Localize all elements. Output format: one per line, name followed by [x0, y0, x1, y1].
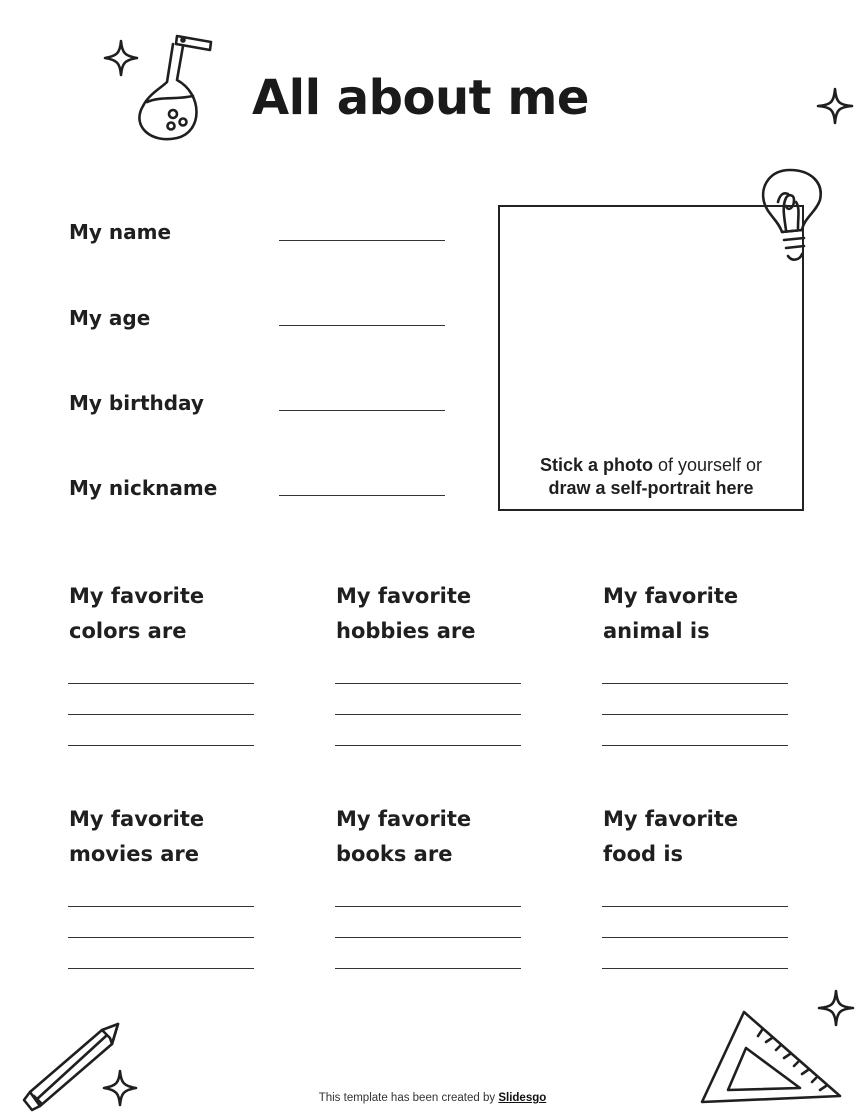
- favorite-colors-block: [69, 579, 204, 649]
- favorite-hobbies-line1: My favorite: [336, 584, 472, 608]
- favorite-food-line1: My favorite: [603, 807, 739, 831]
- favorite-movies-blank-2: [68, 937, 254, 938]
- set-square-icon: [700, 1008, 842, 1104]
- favorite-animal-blank-3: [602, 745, 788, 746]
- favorite-books-block: [336, 802, 471, 872]
- favorite-movies-block: [69, 802, 204, 872]
- photo-caption-line2: draw a self-portrait here: [548, 478, 754, 498]
- favorite-hobbies-blank-3: [335, 745, 521, 746]
- age-label: My age: [69, 306, 151, 330]
- favorite-movies-blank-3: [68, 968, 254, 969]
- flask-icon: [133, 30, 219, 148]
- name-blank-line: [279, 240, 445, 241]
- favorite-hobbies-blank-1: [335, 683, 521, 684]
- favorite-movies-blank-1: [68, 906, 254, 907]
- page-title: All about me: [252, 70, 589, 126]
- photo-box: [498, 205, 804, 511]
- favorite-colors-line2: colors are: [69, 619, 187, 643]
- footer-text: This template has been created by: [318, 1092, 499, 1104]
- favorite-movies-line1: My favorite: [69, 807, 205, 831]
- photo-caption-bold: Stick a photo: [539, 455, 653, 475]
- sparkle-icon: [817, 88, 853, 124]
- age-blank-line: [279, 325, 445, 326]
- nickname-blank-line: [279, 495, 445, 496]
- footer-brand-link[interactable]: Slidesgo: [498, 1092, 547, 1104]
- photo-caption: [500, 454, 802, 500]
- favorite-hobbies-blank-2: [335, 714, 521, 715]
- favorite-hobbies-line2: hobbies are: [336, 619, 476, 643]
- favorite-colors-blank-3: [68, 745, 254, 746]
- photo-caption-rest: of yourself or: [652, 455, 763, 475]
- favorite-colors-blank-1: [68, 683, 254, 684]
- favorite-hobbies-block: [336, 579, 475, 649]
- favorite-movies-line2: movies are: [69, 842, 200, 866]
- favorite-food-blank-3: [602, 968, 788, 969]
- favorite-food-block: [603, 802, 738, 872]
- favorite-books-line2: books are: [336, 842, 453, 866]
- birthday-blank-line: [279, 410, 445, 411]
- favorite-food-blank-1: [602, 906, 788, 907]
- favorite-food-line2: food is: [603, 842, 684, 866]
- favorite-books-blank-3: [335, 968, 521, 969]
- favorite-colors-blank-2: [68, 714, 254, 715]
- favorite-animal-blank-2: [602, 714, 788, 715]
- favorite-colors-line1: My favorite: [69, 584, 205, 608]
- favorite-animal-block: [603, 579, 738, 649]
- favorite-animal-blank-1: [602, 683, 788, 684]
- name-label: My name: [69, 220, 172, 244]
- favorite-animal-line1: My favorite: [603, 584, 739, 608]
- favorite-animal-line2: animal is: [603, 619, 710, 643]
- birthday-label: My birthday: [69, 391, 204, 415]
- favorite-books-blank-2: [335, 937, 521, 938]
- favorite-books-blank-1: [335, 906, 521, 907]
- favorite-food-blank-2: [602, 937, 788, 938]
- favorite-books-line1: My favorite: [336, 807, 472, 831]
- footer-credit: [0, 1092, 865, 1104]
- nickname-label: My nickname: [69, 476, 218, 500]
